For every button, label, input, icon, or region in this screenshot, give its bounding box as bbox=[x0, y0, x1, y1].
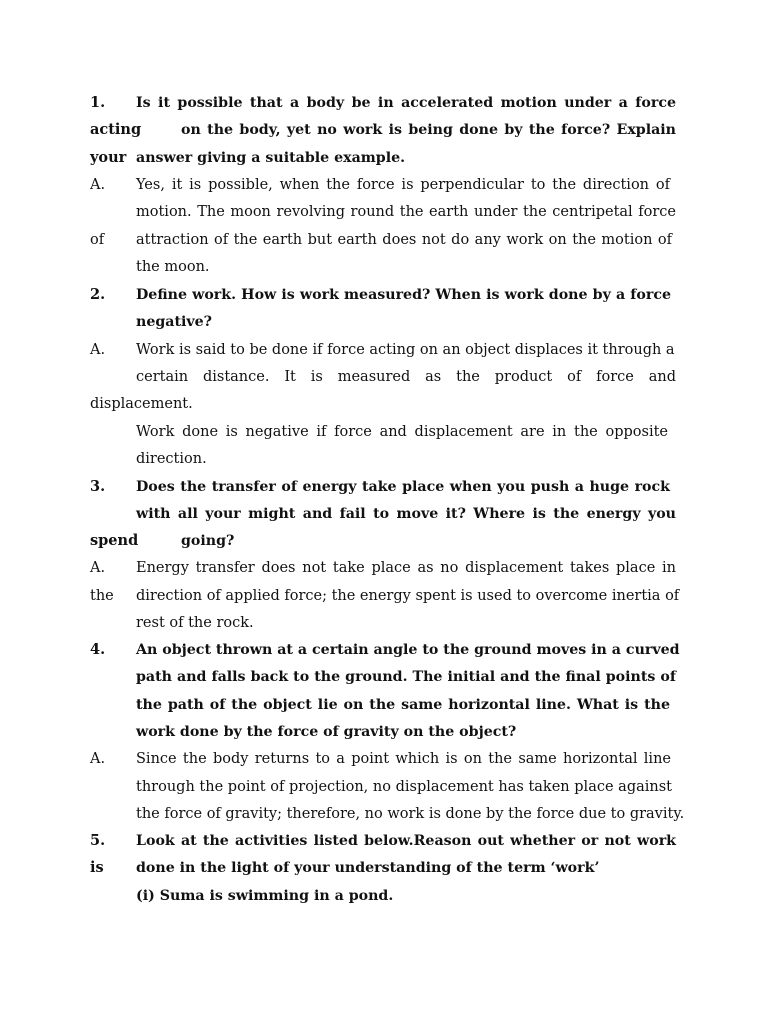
answer-line: certain distance. It is measured as the product of force and bbox=[136, 369, 676, 385]
answer-line: the force of gravity; therefore, no work is done by the force due to gravity. bbox=[136, 806, 685, 822]
answer-label: A. bbox=[90, 560, 106, 576]
question-line: answer giving a suitable example. bbox=[136, 150, 406, 166]
answer-line: attraction of the earth but earth does not do any work on the motion of bbox=[136, 232, 672, 248]
answer-line: rest of the rock. bbox=[136, 615, 254, 631]
question-number: 2. bbox=[90, 286, 106, 303]
question-line: negative? bbox=[136, 314, 212, 330]
answer-line: displacement. bbox=[90, 396, 193, 412]
question-line-start: your bbox=[90, 149, 127, 166]
question-number: 3. bbox=[90, 478, 106, 495]
question-line: on the body, yet no work is being done by the force? Explain bbox=[181, 122, 676, 138]
question-line: Define work. How is work measured? When is work done by a force bbox=[136, 287, 671, 303]
answer-label: A. bbox=[90, 751, 106, 767]
answer-label: A. bbox=[90, 177, 106, 193]
question-line-start: acting bbox=[90, 121, 142, 138]
answer-line: direction. bbox=[136, 451, 207, 467]
question-line: An object thrown at a certain angle to the ground moves in a curved bbox=[136, 642, 680, 658]
question-line: Look at the activities listed below.Reason out whether or not work bbox=[136, 833, 676, 849]
answer-label: A. bbox=[90, 342, 106, 358]
question-line-start: is bbox=[90, 859, 104, 876]
question-line-start: spend bbox=[90, 532, 139, 549]
answer-line-start: of bbox=[90, 232, 105, 248]
answer-line: direction of applied force; the energy spent is used to overcome inertia of bbox=[136, 588, 680, 604]
answer-line: Since the body returns to a point which is on the same horizontal line bbox=[136, 751, 671, 767]
question-number: 5. bbox=[90, 832, 106, 849]
answer-line-start: the bbox=[90, 588, 114, 604]
question-number: 4. bbox=[90, 641, 106, 658]
answer-line: Work done is negative if force and displacement are in the opposite bbox=[136, 424, 668, 440]
question-line: path and falls back to the ground. The initial and the final points of bbox=[136, 669, 676, 685]
answer-line: Yes, it is possible, when the force is perpendicular to the direction of bbox=[136, 177, 670, 193]
question-line: going? bbox=[181, 533, 235, 549]
answer-line: through the point of projection, no displacement has taken place against bbox=[136, 779, 672, 795]
question-number: 1. bbox=[90, 94, 106, 111]
question-line: work done by the force of gravity on the object? bbox=[136, 724, 517, 740]
answer-line: motion. The moon revolving round the earth under the centripetal force bbox=[136, 204, 676, 220]
answer-line: Work is said to be done if force acting on an object displaces it through a bbox=[136, 342, 675, 358]
question-line: the path of the object lie on the same horizontal line. What is the bbox=[136, 697, 670, 713]
question-subitem: (i) Suma is swimming in a pond. bbox=[136, 888, 394, 904]
question-line: Is it possible that a body be in accelerated motion under a force bbox=[136, 95, 676, 111]
answer-line: Energy transfer does not take place as no displacement takes place in bbox=[136, 560, 676, 576]
answer-line: the moon. bbox=[136, 259, 210, 275]
question-line: done in the light of your understanding of the term ‘work’ bbox=[136, 860, 600, 876]
question-line: Does the transfer of energy take place when you push a huge rock bbox=[136, 479, 670, 495]
question-line: with all your might and fail to move it? Where is the energy you bbox=[136, 506, 676, 522]
